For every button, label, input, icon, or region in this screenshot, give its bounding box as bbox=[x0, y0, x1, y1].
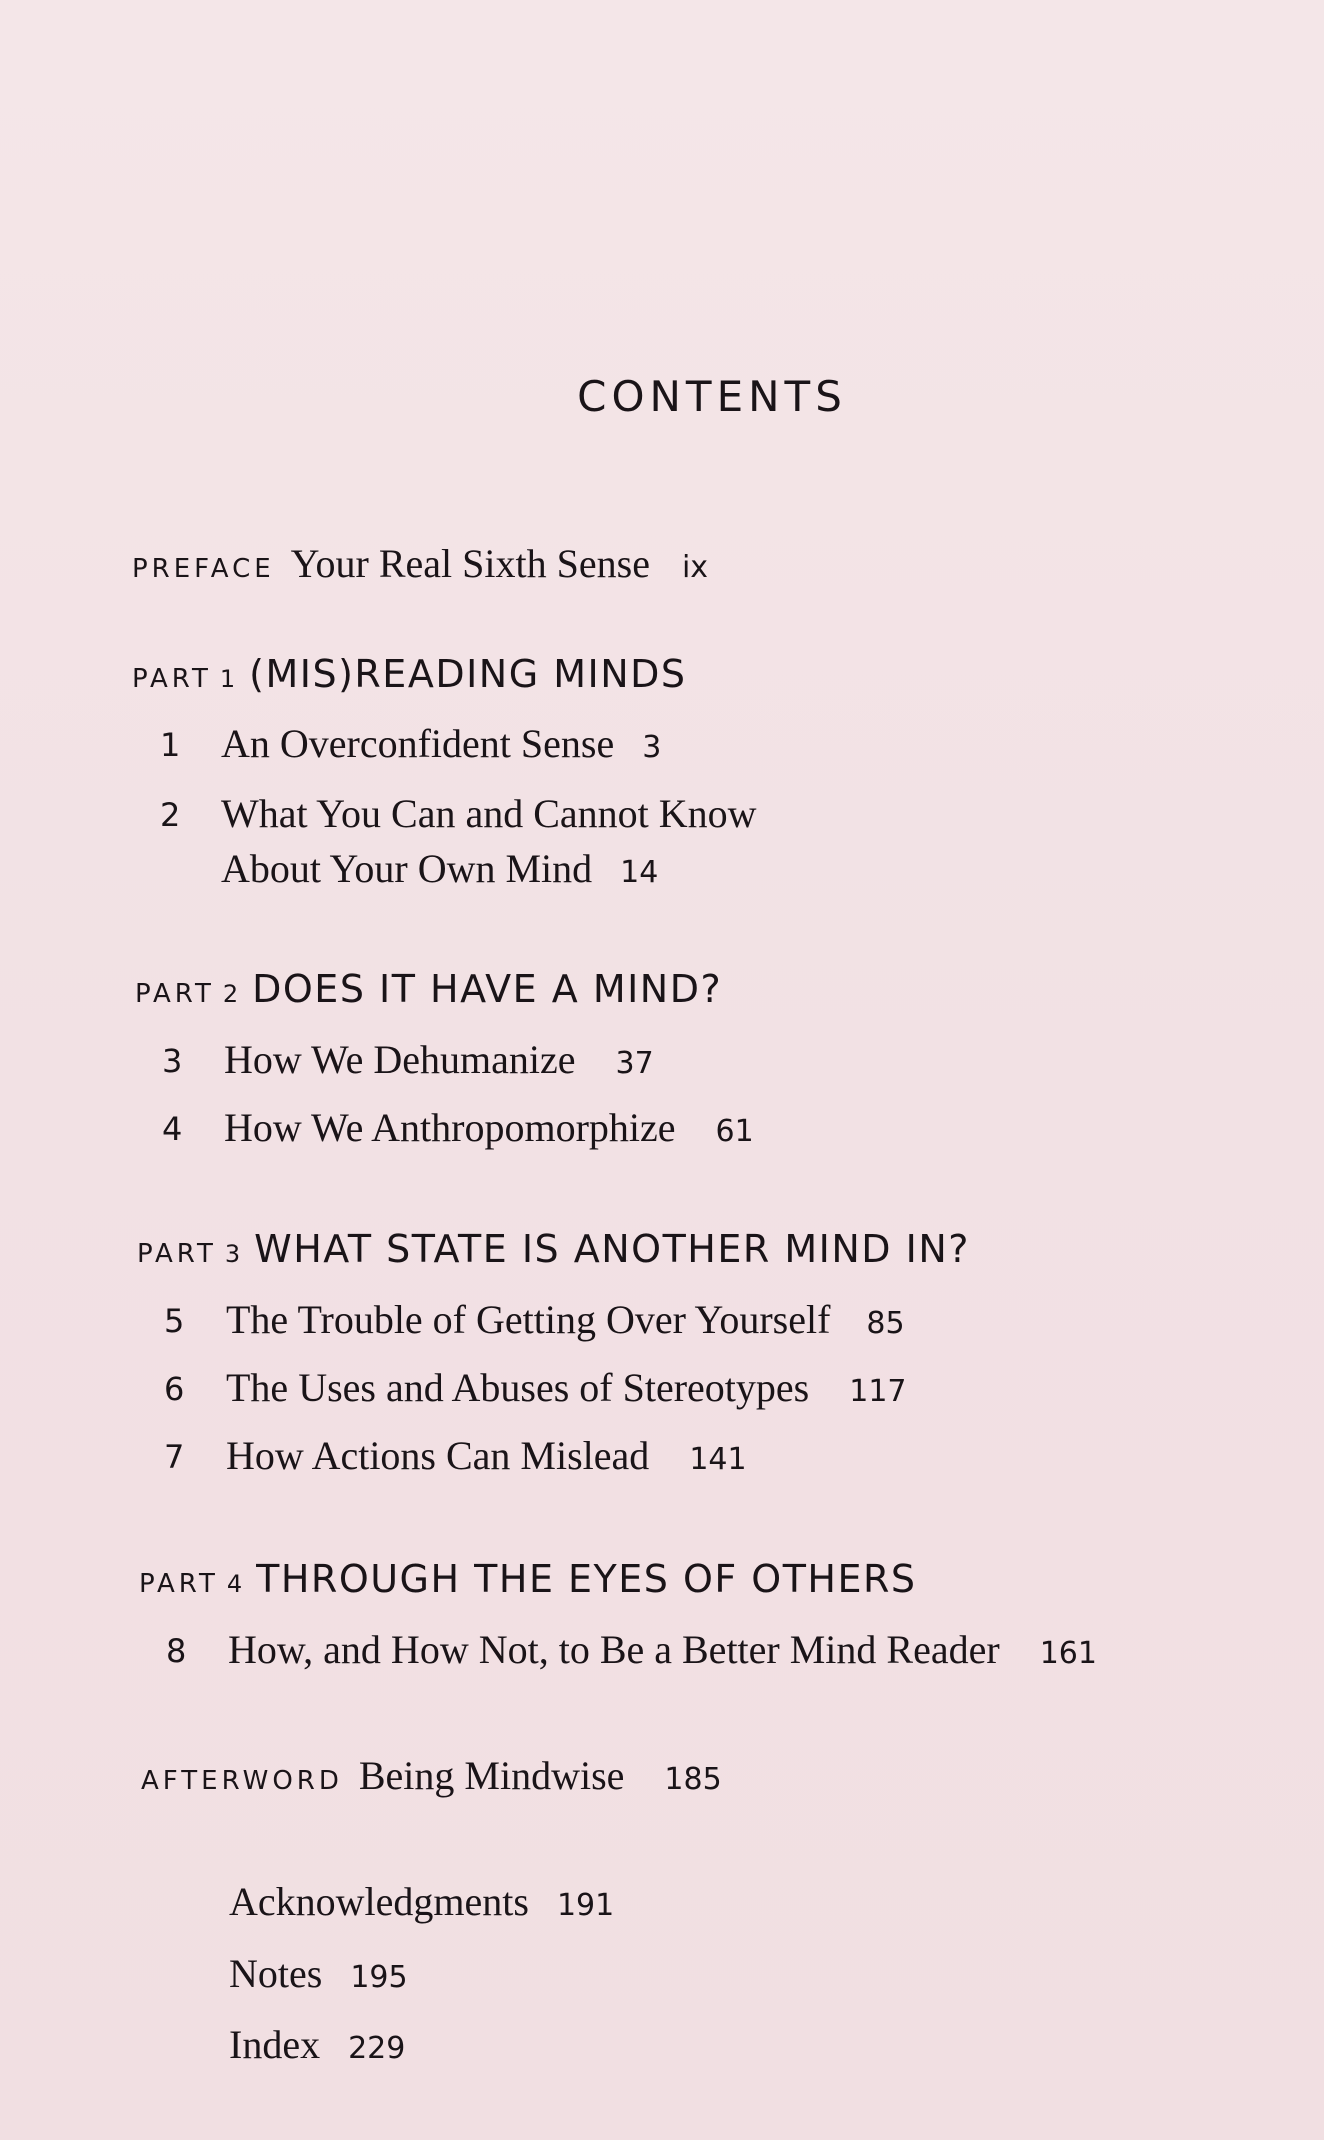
backmatter-page: 195 bbox=[350, 1960, 408, 1995]
afterword-title: Being Mindwise bbox=[358, 1753, 625, 1798]
chapter-page: 161 bbox=[1039, 1636, 1097, 1671]
chapter-page: 37 bbox=[615, 1046, 654, 1081]
chapter-title-line2: About Your Own Mind bbox=[221, 846, 593, 891]
backmatter-entry bbox=[229, 2021, 405, 2068]
part-title: (MIS)READING MINDS bbox=[249, 652, 687, 696]
chapter-number: 7 bbox=[164, 1438, 185, 1476]
backmatter-page: 229 bbox=[348, 2031, 406, 2066]
part-number: 3 bbox=[224, 1240, 241, 1268]
part-number: 1 bbox=[219, 665, 236, 693]
chapter-title: The Uses and Abuses of Stereotypes bbox=[226, 1365, 810, 1410]
chapter-number: 1 bbox=[160, 726, 181, 764]
preface-title: Your Real Sixth Sense bbox=[290, 541, 650, 586]
chapter-entry bbox=[226, 1296, 905, 1343]
chapter-entry bbox=[226, 1432, 747, 1479]
chapter-number: 3 bbox=[162, 1042, 183, 1080]
chapter-number: 6 bbox=[164, 1370, 185, 1408]
part-4-heading bbox=[139, 1557, 917, 1601]
part-label: PART bbox=[137, 1239, 217, 1269]
backmatter-title: Acknowledgments bbox=[229, 1879, 529, 1924]
chapter-page: 85 bbox=[866, 1306, 905, 1341]
chapter-entry bbox=[228, 1626, 1097, 1673]
chapter-title: How Actions Can Mislead bbox=[226, 1433, 650, 1478]
part-label: PART bbox=[135, 979, 215, 1009]
chapter-page: 61 bbox=[715, 1114, 754, 1149]
chapter-entry-continued bbox=[221, 845, 658, 892]
chapter-page: 141 bbox=[689, 1442, 747, 1477]
chapter-entry bbox=[221, 720, 661, 767]
part-label: PART bbox=[132, 664, 212, 694]
part-number: 4 bbox=[226, 1570, 243, 1598]
chapter-title-line1: What You Can and Cannot Know bbox=[221, 791, 757, 836]
afterword-label: AFTERWORD bbox=[141, 1766, 343, 1796]
backmatter-title: Notes bbox=[229, 1951, 323, 1996]
chapter-entry bbox=[226, 1364, 907, 1411]
chapter-title: How We Dehumanize bbox=[224, 1037, 576, 1082]
chapter-title: How We Anthropomorphize bbox=[224, 1105, 676, 1150]
chapter-entry bbox=[221, 790, 757, 837]
chapter-number: 4 bbox=[162, 1110, 183, 1148]
part-1-heading bbox=[132, 652, 687, 696]
chapter-page: 117 bbox=[849, 1374, 907, 1409]
chapter-entry bbox=[224, 1036, 654, 1083]
chapter-page: 14 bbox=[620, 855, 659, 890]
part-title: WHAT STATE IS ANOTHER MIND IN? bbox=[254, 1227, 970, 1271]
backmatter-page: 191 bbox=[556, 1888, 615, 1923]
page-title: CONTENTS bbox=[577, 372, 847, 421]
chapter-entry bbox=[224, 1104, 754, 1151]
preface-page: ix bbox=[681, 550, 709, 585]
afterword-entry bbox=[141, 1752, 722, 1799]
chapter-title: An Overconfident Sense bbox=[221, 721, 615, 766]
backmatter-entry bbox=[229, 1950, 408, 1997]
chapter-page: 3 bbox=[642, 730, 662, 765]
part-number: 2 bbox=[222, 980, 239, 1008]
backmatter-entry bbox=[229, 1878, 614, 1925]
part-title: DOES IT HAVE A MIND? bbox=[252, 967, 723, 1011]
backmatter-title: Index bbox=[229, 2022, 321, 2067]
part-title: THROUGH THE EYES OF OTHERS bbox=[256, 1557, 917, 1601]
preface-entry bbox=[132, 540, 708, 587]
chapter-number: 8 bbox=[166, 1632, 187, 1670]
preface-label: PREFACE bbox=[132, 554, 275, 584]
part-3-heading bbox=[137, 1227, 970, 1271]
part-label: PART bbox=[139, 1569, 219, 1599]
afterword-page: 185 bbox=[664, 1762, 722, 1797]
chapter-title: The Trouble of Getting Over Yourself bbox=[226, 1297, 831, 1342]
chapter-number: 2 bbox=[160, 796, 181, 834]
chapter-number: 5 bbox=[164, 1302, 185, 1340]
part-2-heading bbox=[135, 967, 722, 1011]
chapter-title: How, and How Not, to Be a Better Mind Reader bbox=[228, 1627, 1000, 1672]
